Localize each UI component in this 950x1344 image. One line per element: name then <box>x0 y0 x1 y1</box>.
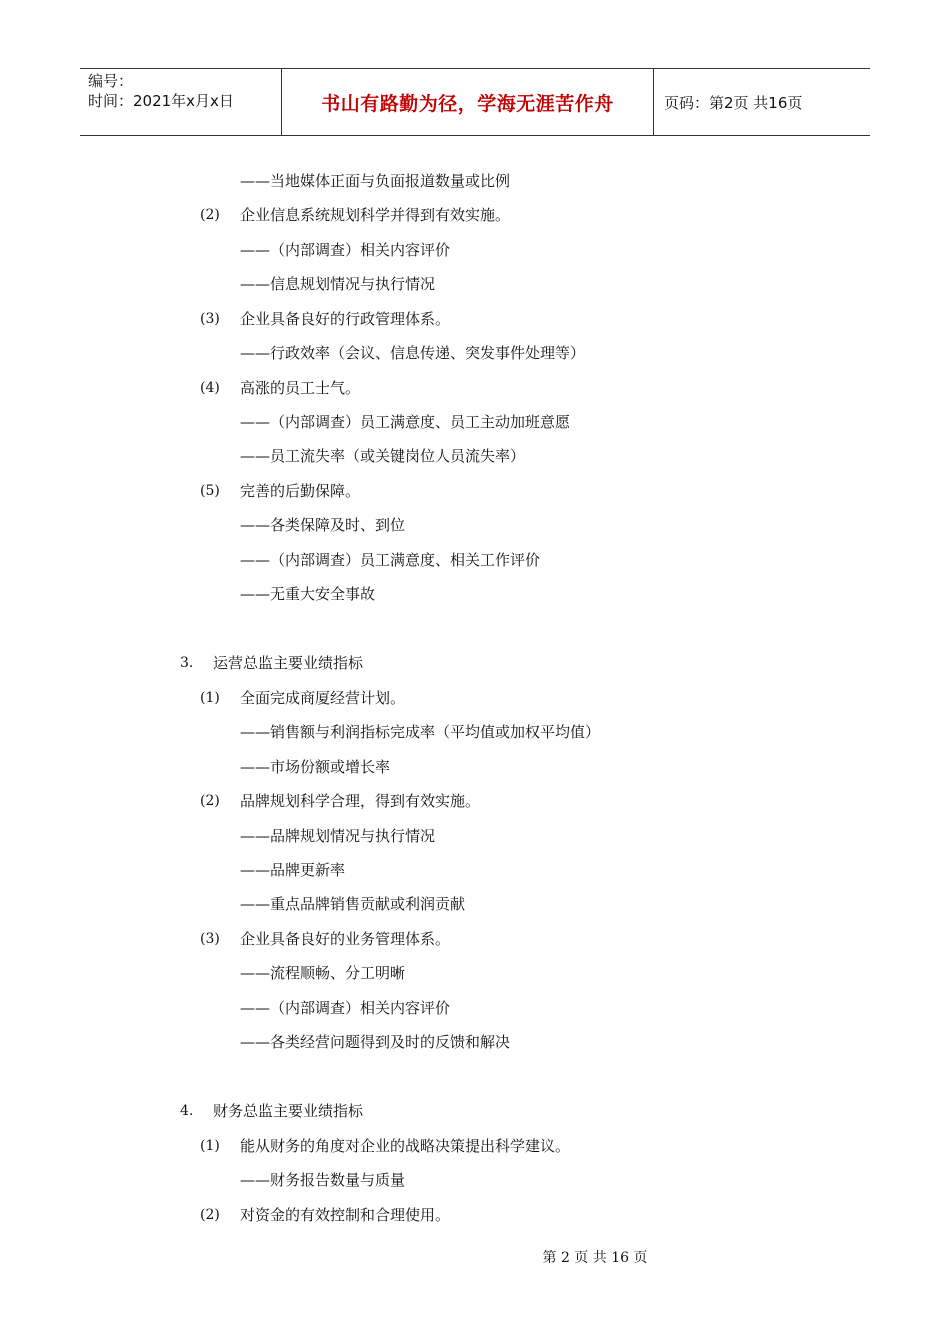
body-line: ——（内部调查）相关内容评价 <box>240 241 451 259</box>
header-motto: 书山有路勤为径，学海无涯苦作舟 <box>282 69 654 135</box>
item-heading: 对资金的有效控制和合理使用。 <box>240 1206 451 1224</box>
body-line: ——各类保障及时、到位 <box>240 516 406 534</box>
body-line: ——品牌更新率 <box>240 861 346 879</box>
body-line: ——员工流失率（或关键岗位人员流失率） <box>240 447 526 465</box>
item-heading: 全面完成商厦经营计划。 <box>240 689 406 707</box>
body-line: ——财务报告数量与质量 <box>240 1171 406 1189</box>
body-line: ——市场份额或增长率 <box>240 758 391 776</box>
item-heading: 能从财务的角度对企业的战略决策提出科学建议。 <box>240 1137 571 1155</box>
item-number: (3) <box>200 931 220 947</box>
body-line: ——各类经营问题得到及时的反馈和解决 <box>240 1033 511 1051</box>
item-heading: 品牌规划科学合理，得到有效实施。 <box>240 792 481 810</box>
body-line: ——重点品牌销售贡献或利润贡献 <box>240 895 466 913</box>
item-number: (2) <box>200 793 220 809</box>
item-number: (4) <box>200 380 220 396</box>
section-number: 4. <box>180 1103 194 1119</box>
section-heading: 运营总监主要业绩指标 <box>213 654 364 672</box>
page-header <box>80 68 870 136</box>
item-number: (1) <box>200 690 220 706</box>
section-number: 3. <box>180 655 194 671</box>
item-number: (5) <box>200 483 220 499</box>
body-line: ——信息规划情况与执行情况 <box>240 275 436 293</box>
body-line: ——当地媒体正面与负面报道数量或比例 <box>240 172 511 190</box>
section-heading: 财务总监主要业绩指标 <box>213 1102 364 1120</box>
body-line: ——销售额与利润指标完成率（平均值或加权平均值） <box>240 723 601 741</box>
item-heading: 完善的后勤保障。 <box>240 482 361 500</box>
item-number: (3) <box>200 311 220 327</box>
item-number: (1) <box>200 1138 220 1154</box>
page-footer: 第 2 页 共 16 页 <box>542 1250 648 1266</box>
body-line: ——（内部调查）员工满意度、相关工作评价 <box>240 551 541 569</box>
item-heading: 企业具备良好的行政管理体系。 <box>240 310 451 328</box>
header-page-label: 页码：第2页 共16页 <box>664 93 803 112</box>
body-line: ——行政效率（会议、信息传递、突发事件处理等） <box>240 344 586 362</box>
item-number: (2) <box>200 1207 220 1223</box>
body-line: ——品牌规划情况与执行情况 <box>240 827 436 845</box>
item-number: (2) <box>200 207 220 223</box>
body-line: ——无重大安全事故 <box>240 585 376 603</box>
number-label: 编号： <box>88 72 134 90</box>
body-line: ——（内部调查）员工满意度、员工主动加班意愿 <box>240 413 571 431</box>
body-line: ——（内部调查）相关内容评价 <box>240 999 451 1017</box>
date-label: 时间：2021年x月x日 <box>88 92 234 110</box>
item-heading: 企业信息系统规划科学并得到有效实施。 <box>240 206 511 224</box>
body-line: ——流程顺畅、分工明晰 <box>240 964 406 982</box>
item-heading: 企业具备良好的业务管理体系。 <box>240 930 451 948</box>
header-meta <box>80 69 282 135</box>
item-heading: 高涨的员工士气。 <box>240 379 361 397</box>
